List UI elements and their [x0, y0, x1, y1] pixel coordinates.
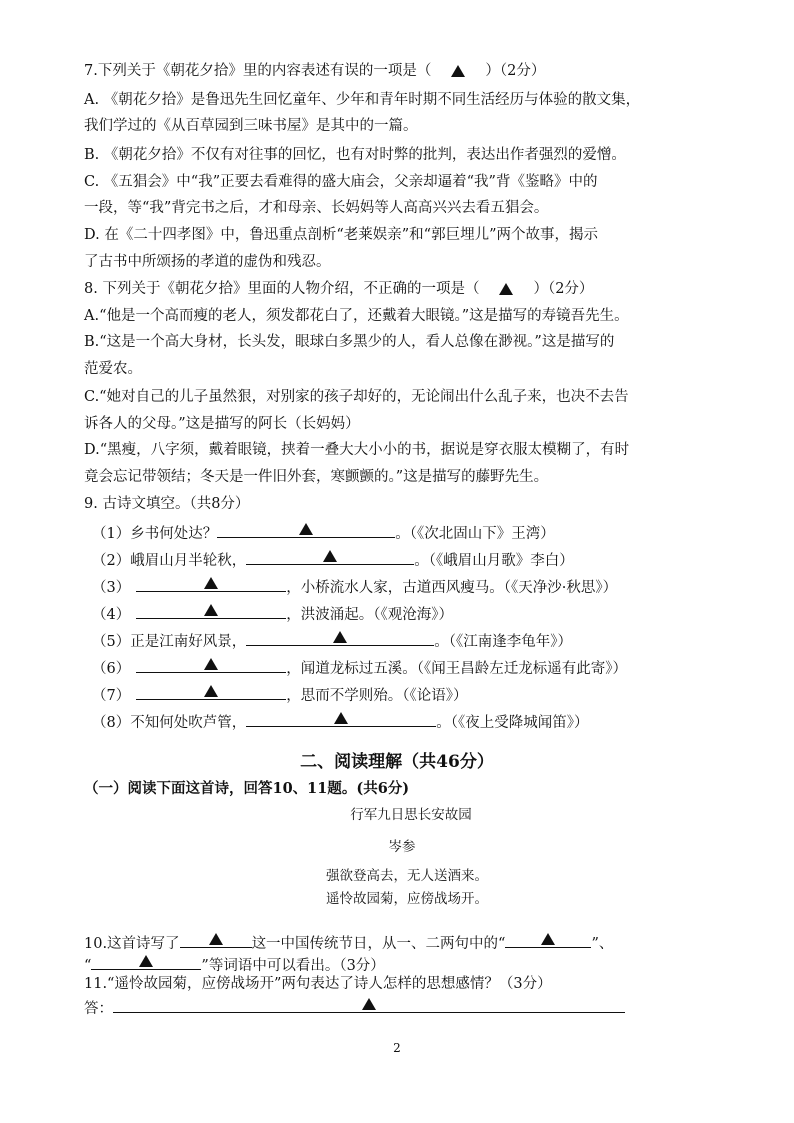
page-number: 2 [393, 1041, 401, 1055]
answer-triangle-icon [451, 65, 465, 77]
q9-item-3: （3） ，小桥流水人家，古道西风瘦马。（《天净沙·秋思》） [92, 575, 617, 598]
q11-stem: 11.“遥怜故园菊，应傍战场开”两句表达了诗人怎样的思想感情？（3分） [84, 976, 552, 992]
answer-blank[interactable] [136, 575, 286, 592]
answer-triangle-icon [209, 933, 223, 945]
q7-option-b: B. 《朝花夕拾》不仅有对往事的回忆，也有对时弊的批判，表达出作者强烈的爱憎。 [84, 147, 626, 163]
answer-triangle-icon [204, 658, 218, 670]
poem-line-2: 遥怜故园菊，应傍战场开。 [326, 891, 488, 907]
answer-blank[interactable] [136, 656, 286, 673]
section-subheading: （一）阅读下面这首诗，回答10、11题。(共6分) [84, 780, 410, 797]
q9-item-2: （2）峨眉山月半轮秋， 。（《峨眉山月歌》李白） [92, 548, 574, 571]
q7-option-a: A. 《朝花夕拾》是鲁迅先生回忆童年、少年和青年时期不同生活经历与体验的散文集， [84, 92, 641, 108]
q7-option-c-cont: 一段，等“我”背完书之后，才和母亲、长妈妈等人高高兴兴去看五猖会。 [84, 200, 549, 216]
q9-stem: 9. 古诗文填空。（共8分） [84, 496, 250, 512]
q8-stem: 8. 下列关于《朝花夕拾》里面的人物介绍，不正确的一项是（ ）（2分） [84, 281, 594, 297]
answer-blank[interactable] [505, 931, 591, 948]
q8-option-b: B.“这是一个高大身材，长头发，眼球白多黑少的人，看人总像在渺视。”这是描写的 [84, 334, 615, 350]
answer-blank[interactable] [91, 953, 201, 970]
answer-blank[interactable] [246, 548, 414, 565]
q8-option-c-cont: 诉各人的父母。”这是描写的阿长（长妈妈） [84, 416, 360, 432]
q9-item-1: （1）乡书何处达？ 。（《次北固山下》王湾） [92, 521, 555, 544]
q7-option-d: D. 在《二十四孝图》中，鲁迅重点剖析“老莱娱亲”和“郭巨埋儿”两个故事，揭示 [84, 227, 598, 243]
q10-line-1: 10.这首诗写了 这一中国传统节日，从一、二两句中的“ ”、 [84, 931, 613, 954]
q8-option-a: A.“他是一个高而瘦的老人，须发都花白了，还戴着大眼镜。”这是描写的寿镜吾先生。 [84, 308, 629, 324]
q8-option-d: D.“黑瘦，八字须，戴着眼镜，挟着一叠大大小小的书，据说是穿衣服太模糊了，有时 [84, 442, 630, 458]
q9-item-6: （6） ，闻道龙标过五溪。（《闻王昌龄左迁龙标遥有此寄》） [92, 656, 627, 679]
answer-triangle-icon [334, 712, 348, 724]
answer-triangle-icon [362, 998, 376, 1010]
answer-blank[interactable] [246, 629, 434, 646]
q7-option-c: C. 《五猖会》中“我”正要去看难得的盛大庙会，父亲却逼着“我”背《鉴略》中的 [84, 174, 598, 190]
answer-triangle-icon [204, 685, 218, 697]
answer-triangle-icon [499, 283, 513, 295]
answer-blank[interactable] [136, 602, 286, 619]
q7-option-a-cont: 我们学过的《从百草园到三味书屋》是其中的一篇。 [84, 118, 418, 134]
q9-item-7: （7） ，思而不学则殆。（《论语》） [92, 683, 467, 706]
q10-line-2: “ ”等词语中可以看出。（3分） [84, 953, 385, 976]
answer-triangle-icon [299, 523, 313, 535]
q9-item-8: （8）不知何处吹芦管， 。（《夜上受降城闻笛》） [92, 710, 588, 733]
answer-triangle-icon [333, 631, 347, 643]
q8-option-d-cont: 竟会忘记带领结；冬天是一件旧外套，寒颤颤的。”这是描写的藤野先生。 [84, 469, 549, 485]
q11-answer-line: 答： [84, 996, 625, 1019]
section-heading: 二、阅读理解（共46分） [300, 752, 494, 772]
answer-triangle-icon [204, 577, 218, 589]
answer-blank[interactable] [246, 710, 436, 727]
answer-triangle-icon [204, 604, 218, 616]
answer-triangle-icon [541, 933, 555, 945]
q8-option-b-cont: 范爱农。 [84, 361, 142, 377]
q7-option-d-cont: 了古书中所颂扬的孝道的虚伪和残忍。 [84, 254, 331, 270]
answer-blank[interactable] [136, 683, 286, 700]
answer-blank[interactable] [113, 996, 625, 1013]
q8-option-c: C.“她对自己的儿子虽然狠，对别家的孩子却好的，无论闹出什么乱子来，也决不去告 [84, 389, 629, 405]
poem-author: 岑参 [388, 839, 416, 855]
q9-item-4: （4） ，洪波涌起。（《观沧海》） [92, 602, 453, 625]
answer-blank[interactable] [180, 931, 252, 948]
answer-triangle-icon [323, 550, 337, 562]
q9-item-5: （5）正是江南好风景， 。（《江南逢李龟年》） [92, 629, 572, 652]
q7-stem: 7.下列关于《朝花夕拾》里的内容表述有误的一项是（ ）（2分） [84, 63, 546, 79]
poem-line-1: 强欲登高去，无人送酒来。 [326, 868, 488, 884]
answer-blank[interactable] [217, 521, 395, 538]
poem-title: 行军九日思长安故园 [350, 807, 472, 823]
answer-triangle-icon [139, 955, 153, 967]
